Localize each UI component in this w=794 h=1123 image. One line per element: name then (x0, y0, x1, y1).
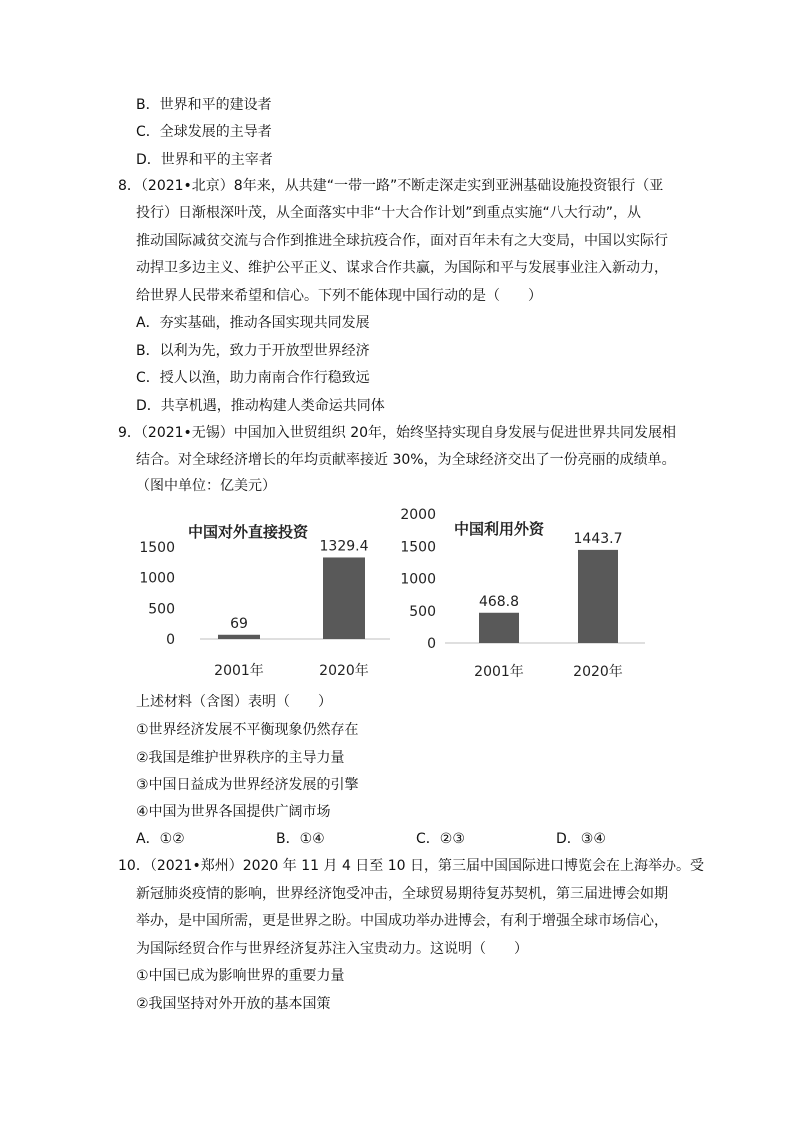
question-10-stem: 10．（2021•郑州）2020 年 11 月 4 日至 10 日，第三届中国国际进口博览会在上海举办。受 (118, 858, 705, 874)
y-tick-label: 0 (427, 636, 436, 652)
q8-option-a: A．夯实基础，推动各国实现共同发展 (136, 315, 370, 331)
y-tick-label: 1000 (139, 570, 175, 587)
question-9-prompt: 上述材料（含图）表明（ ） (136, 694, 332, 710)
statement-1: ①世界经济发展不平衡现象仍然存在 (136, 722, 359, 738)
chart-title: 中国对外直接投资 (188, 523, 309, 541)
statement-3: ③中国日益成为世界经济发展的引擎 (136, 777, 359, 793)
chart-title: 中国利用外资 (454, 520, 545, 538)
q10-statement-1: ①中国已成为影响世界的重要力量 (136, 968, 345, 984)
question-10-line-4: 为国际经贸合作与世界经济复苏注入宝贵动力。这说明（ ） (136, 941, 528, 957)
statement-2: ②我国是维护世界秩序的主导力量 (136, 750, 345, 766)
x-category-label: 2001年 (474, 664, 524, 680)
option-d-text: D．世界和平的主宰者 (136, 152, 273, 168)
question-8-stem: 8．（2021•北京）8年来，从共建“一带一路”不断走深走实到亚洲基础设施投资银行（亚 (118, 178, 664, 194)
data-label: 69 (230, 615, 248, 632)
option-a: A．①② (136, 831, 185, 847)
question-8-line-5: 给世界人民带来希望和信心。下列不能体现中国行动的是（ ） (136, 288, 542, 304)
question-9-stem: 9．（2021•无锡）中国加入世贸组织 20年，始终坚持实现自身发展与促进世界共同发展相 (118, 425, 677, 441)
chart-unit-note: （图中单位：亿美元） (136, 478, 276, 494)
chart-foreign-capital (400, 500, 650, 685)
y-tick-label: 1500 (139, 540, 175, 556)
q8-option-b: B．以利为先，致力于开放型世界经济 (136, 343, 370, 359)
option-c-text: C．全球发展的主导者 (136, 124, 272, 140)
y-tick-label: 0 (166, 632, 175, 648)
question-8-line-3: 推动国际减贫交流与合作到推进全球抗疫合作，面对百年未有之大变局，中国以实际行 (136, 233, 668, 249)
bar-1 (479, 613, 519, 643)
question-8-line-2: 投行）日渐根深叶茂，从全面落实中非“十大合作计划”到重点实施“八大行动”，从 (136, 205, 642, 221)
y-tick-label: 500 (148, 601, 175, 618)
chart-outward-investment (139, 505, 400, 685)
statement-4: ④中国为世界各国提供广阔市场 (136, 804, 331, 820)
data-label: 468.8 (478, 593, 520, 610)
question-9-line-2: 结合。对全球经济增长的年均贡献率接近 30%，为全球经济交出了一份亮丽的成绩单。 (136, 452, 676, 468)
data-label: 1443.7 (573, 530, 623, 547)
y-tick-label: 500 (409, 603, 436, 620)
data-label: 1329.4 (319, 538, 369, 555)
q8-option-c: C．授人以渔，助力南南合作行稳致远 (136, 370, 370, 386)
bar-2 (578, 550, 618, 643)
q8-option-d: D．共享机遇，推动构建人类命运共同体 (136, 398, 385, 414)
option-b-text: B．世界和平的建设者 (136, 97, 272, 113)
x-category-label: 2020年 (573, 664, 623, 680)
option-b: B．①④ (276, 831, 325, 847)
bar-1 (218, 635, 260, 639)
y-tick-label: 1000 (400, 571, 436, 588)
q9-options (136, 829, 696, 849)
question-10-line-2: 新冠肺炎疫情的影响，世界经济饱受冲击，全球贸易期待复苏契机，第三届进博会如期 (136, 886, 668, 902)
option-d: D．③④ (556, 831, 606, 847)
option-c: C．②③ (416, 831, 465, 847)
bar-2 (323, 557, 365, 639)
y-tick-label: 1500 (400, 539, 436, 556)
q10-statement-2: ②我国坚持对外开放的基本国策 (136, 996, 331, 1012)
question-10-line-3: 举办，是中国所需，更是世界之盼。中国成功举办进博会，有利于增强全球市场信心， (136, 913, 668, 929)
x-category-label: 2020年 (319, 663, 369, 679)
y-tick-label: 2000 (400, 507, 436, 523)
x-category-label: 2001年 (214, 663, 264, 679)
question-8-line-4: 动捍卫多边主义、维护公平正义、谋求合作共赢，为国际和平与发展事业注入新动力， (136, 260, 668, 276)
